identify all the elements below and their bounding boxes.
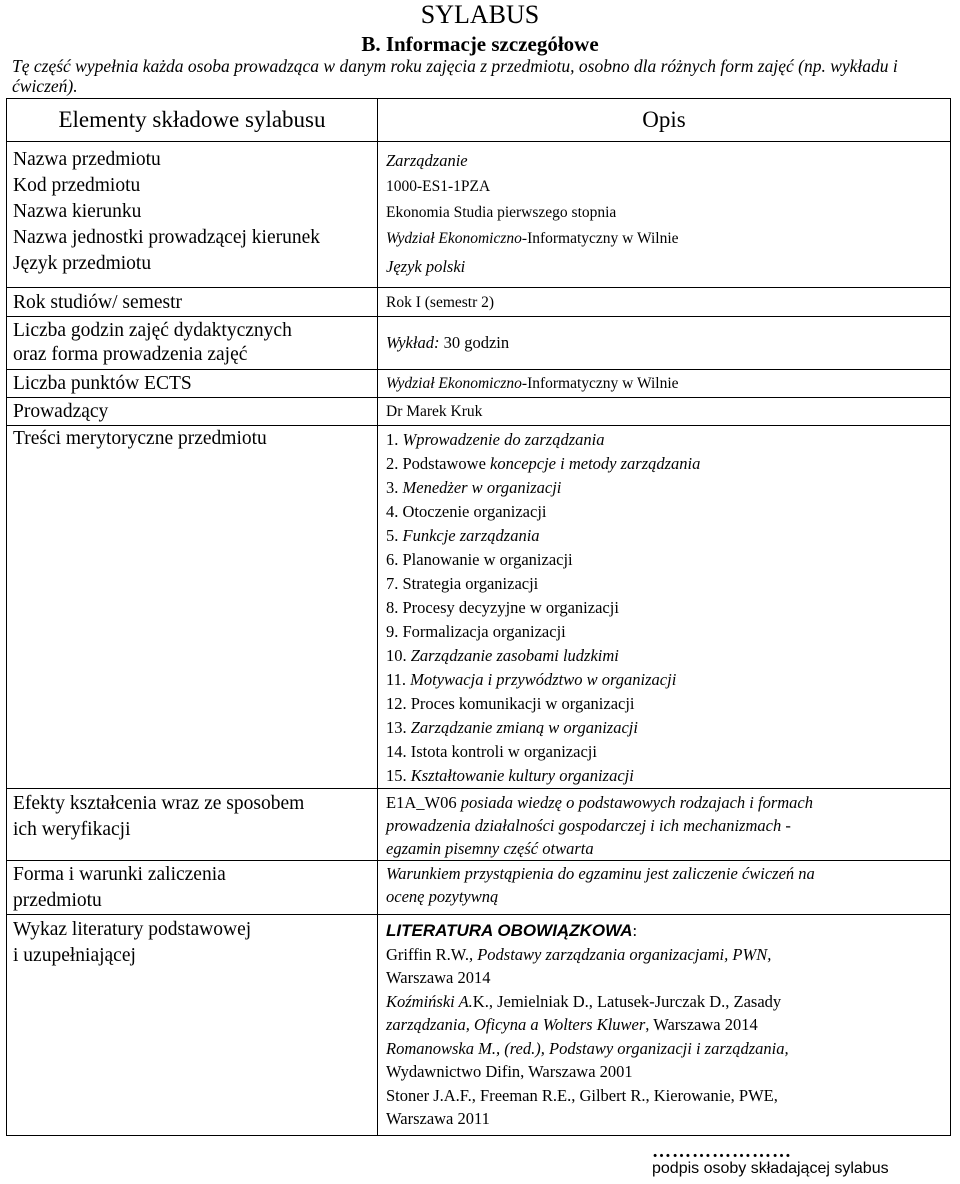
label-hours	[7, 317, 378, 370]
effects-line2: prowadzenia działalności gospodarczej i ich mechanizmach -	[386, 816, 791, 835]
label-content: Treści merytoryczne przedmiotu	[7, 426, 378, 789]
content-item-number: 8.	[386, 598, 403, 617]
table-row	[7, 370, 951, 398]
content-item-number: 9.	[386, 622, 403, 641]
content-item	[386, 428, 950, 452]
signature-dots: …………………	[652, 1141, 792, 1162]
content-item	[386, 452, 950, 476]
content-item-number: 12.	[386, 694, 411, 713]
hours-count: 30 godzin	[439, 333, 510, 352]
literature-line: Warszawa 2011	[386, 1109, 490, 1128]
literature-heading-colon: :	[632, 921, 638, 940]
literature-line	[386, 1037, 950, 1061]
content-item-text: Zarządzanie zmianą w organizacji	[410, 718, 638, 737]
content-item-text: Kształtowanie kultury organizacji	[410, 766, 634, 785]
value-year-semester: Rok I (semestr 2)	[378, 288, 951, 317]
basic-info-labels	[7, 142, 378, 288]
signature-label: podpis osoby składającej sylabus	[652, 1160, 889, 1177]
effects-line1	[386, 791, 950, 814]
content-item-number: 5.	[386, 526, 403, 545]
literature-line: Warszawa 2014	[386, 968, 491, 987]
literature-line	[386, 990, 950, 1014]
table-row	[7, 317, 951, 370]
content-item	[386, 740, 950, 764]
value-effects	[378, 789, 951, 861]
content-item	[386, 764, 950, 788]
content-item-text: Formalizacja organizacji	[402, 622, 566, 641]
literature-title: , Podstawy zarządzania organizacjami, PWN,	[468, 944, 772, 964]
literature-line: Stoner J.A.F., Freeman R.E., Gilbert R., Kierowanie, PWE,	[386, 1085, 778, 1105]
content-item-text: Planowanie w organizacji	[402, 550, 573, 569]
label-literature	[7, 915, 378, 1136]
literature-line	[386, 1013, 950, 1037]
form-line2: ocenę pozytywną	[386, 887, 499, 906]
content-item	[386, 716, 950, 740]
content-item	[386, 572, 950, 596]
literature-line: Wydawnictwo Difin, Warszawa 2001	[386, 1062, 633, 1081]
literature-publisher: , Warszawa 2014	[645, 1015, 758, 1034]
literature-title: zarządzania, Oficyna a Wolters Kluwer	[386, 1015, 646, 1034]
content-item-number: 15.	[386, 766, 411, 785]
form-line1: Warunkiem przystąpienia do egzaminu jest zaliczenie ćwiczeń na	[386, 864, 815, 883]
content-item-text: Procesy decyzyjne w organizacji	[402, 598, 619, 617]
label-form-line2: przedmiotu	[13, 890, 102, 911]
content-item	[386, 524, 950, 548]
content-item-number: 2. Podstawowe	[386, 454, 491, 473]
label-ects: Liczba punktów ECTS	[7, 370, 378, 398]
content-item-text: koncepcje i metody zarządzania	[490, 454, 701, 473]
label-hours-line2: oraz forma prowadzenia zajęć	[13, 344, 248, 365]
content-item-number: 11.	[386, 670, 411, 689]
value-unit-name	[386, 226, 950, 252]
content-item-number: 3.	[386, 478, 403, 497]
content-item	[386, 644, 950, 668]
effects-line3: egzamin pisemny część otwarta	[386, 839, 594, 858]
content-item	[386, 692, 950, 716]
ects-rest: Informatyczny w Wilnie	[527, 375, 679, 392]
content-item-text: Zarządzanie zasobami ludzkimi	[410, 646, 619, 665]
label-year-semester: Rok studiów/ semestr	[7, 288, 378, 317]
literature-author: Koźmiński A.	[386, 991, 473, 1011]
content-item-number: 10.	[386, 646, 411, 665]
unit-name-italic: Wydział Ekonomiczno-	[386, 230, 528, 247]
value-course-code: 1000-ES1-1PZA	[386, 178, 491, 195]
literature-title: , Podstawy organizacji i zarządzania,	[540, 1038, 789, 1058]
effects-code: E1A_W06	[386, 793, 461, 812]
table-header-row	[7, 99, 951, 142]
label-effects-line2: ich weryfikacji	[13, 819, 131, 840]
label-unit-name: Nazwa jednostki prowadzącej kierunek	[13, 227, 320, 248]
label-form	[7, 861, 378, 915]
value-lecturer: Dr Marek Kruk	[378, 398, 951, 426]
table-row	[7, 426, 951, 789]
ects-italic: Wydział Ekonomiczno-	[386, 375, 528, 392]
content-item	[386, 476, 950, 500]
header-elements: Elementy składowe sylabusu	[7, 99, 378, 142]
table-row	[7, 398, 951, 426]
label-hours-line1: Liczba godzin zajęć dydaktycznych	[13, 320, 292, 341]
content-list	[378, 426, 951, 789]
content-item-number: 1.	[386, 430, 403, 449]
label-effects	[7, 789, 378, 861]
content-item-text: Proces komunikacji w organizacji	[410, 694, 635, 713]
table-row	[7, 915, 951, 1136]
value-course-name: Zarządzanie	[386, 151, 468, 170]
syllabus-table	[6, 98, 951, 1136]
table-row	[7, 789, 951, 861]
value-field-name: Ekonomia Studia pierwszego stopnia	[386, 204, 617, 221]
content-item	[386, 596, 950, 620]
table-row	[7, 288, 951, 317]
label-course-code: Kod przedmiotu	[13, 175, 141, 196]
document-title: SYLABUS	[420, 0, 540, 29]
label-literature-line1: Wykaz literatury podstawowej	[13, 919, 252, 940]
content-item-number: 6.	[386, 550, 403, 569]
content-item-number: 7.	[386, 574, 403, 593]
label-field-name: Nazwa kierunku	[13, 201, 142, 222]
label-literature-line2: i uzupełniającej	[13, 945, 136, 966]
content-item-text: Wprowadzenie do zarządzania	[402, 430, 605, 449]
literature-heading	[386, 919, 950, 943]
section-heading: B. Informacje szczegółowe	[361, 32, 599, 56]
value-language: Język polski	[386, 257, 466, 276]
value-form	[378, 861, 951, 915]
literature-author: Romanowska M., (red.)	[386, 1038, 541, 1058]
label-language: Język przedmiotu	[13, 253, 152, 274]
instruction-note: Tę część wypełnia każda osoba prowadząca w danym roku zajęcia z przedmiotu, osobno dla różnych form zajęć (np. wykładu i ćwiczeń).	[12, 56, 898, 96]
value-literature	[378, 915, 951, 1136]
label-lecturer: Prowadzący	[7, 398, 378, 426]
header-description: Opis	[378, 99, 951, 142]
content-item-text: Funkcje zarządzania	[402, 526, 540, 545]
unit-name-rest: Informatyczny w Wilnie	[527, 230, 679, 247]
literature-author: Griffin R.W.	[386, 944, 469, 964]
content-item-number: 14.	[386, 742, 411, 761]
literature-title: K., Jemielniak D., Latusek-Jurczak D., Zasady	[472, 991, 782, 1011]
content-item-number: 13.	[386, 718, 411, 737]
content-item-text: Istota kontroli w organizacji	[410, 742, 597, 761]
label-effects-line1: Efekty kształcenia wraz ze sposobem	[13, 793, 305, 814]
content-item-text: Strategia organizacji	[402, 574, 539, 593]
content-item	[386, 668, 950, 692]
hours-form: Wykład:	[386, 333, 440, 352]
label-course-name: Nazwa przedmiotu	[13, 149, 161, 170]
content-item-text: Menedżer w organizacji	[402, 478, 562, 497]
label-form-line1: Forma i warunki zaliczenia	[13, 864, 226, 885]
value-ects	[378, 370, 951, 398]
content-item-text: Motywacja i przywództwo w organizacji	[410, 670, 677, 689]
table-row	[7, 142, 951, 288]
content-item-number: 4.	[386, 502, 403, 521]
basic-info-values	[378, 142, 951, 288]
literature-line	[386, 943, 950, 967]
content-item	[386, 548, 950, 572]
table-row	[7, 861, 951, 915]
content-item	[386, 620, 950, 644]
literature-heading-text: LITERATURA OBOWIĄZKOWA	[386, 921, 633, 940]
content-item	[386, 500, 950, 524]
value-hours	[378, 317, 951, 370]
effects-text1: posiada wiedzę o podstawowych rodzajach i formach	[460, 793, 813, 812]
content-item-text: Otoczenie organizacji	[402, 502, 547, 521]
